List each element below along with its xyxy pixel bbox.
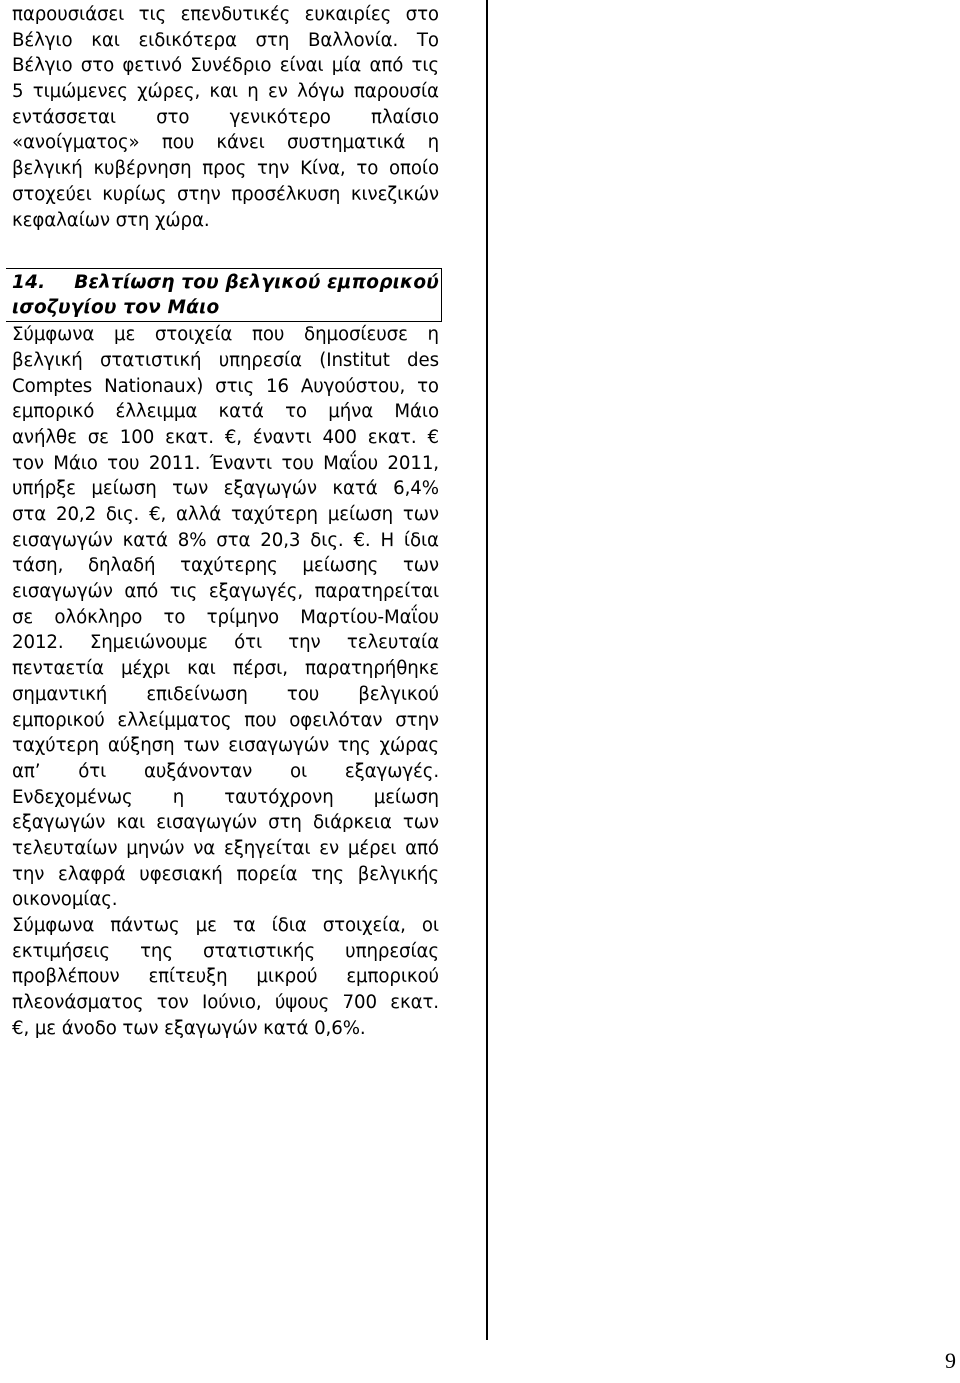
body-line: εμπορικού ελλείμματος που οφειλόταν στην — [12, 709, 439, 731]
section-heading-line-2: ισοζυγίου τον Μάιο — [12, 297, 220, 319]
body-line: Σύμφωνα πάντως με τα ίδια στοιχεία, οι — [12, 915, 439, 936]
intro-line: 5 τιμώμενες χώρες, και η εν λόγω παρουσία — [12, 81, 439, 103]
intro-line: Βέλγιο στο φετινό Συνέδριο είναι μία από τις — [12, 55, 439, 77]
intro-line: κεφαλαίων στη χώρα. — [12, 209, 210, 231]
body-line: €, με άνοδο των εξαγωγών κατά 0,6%. — [12, 1017, 366, 1039]
intro-line: Βέλγιο και ειδικότερα στη Βαλλονία. Το — [12, 29, 439, 51]
body-line: οικονομίας. — [12, 889, 118, 911]
body-line: Σύμφωνα με στοιχεία που δημοσίευσε η — [12, 324, 439, 346]
intro-line: εντάσσεται στο γενικότερο πλαίσιο — [12, 106, 439, 128]
body-line: εμπορικό έλλειμμα κατά το μήνα Μάιο — [12, 401, 439, 423]
page-number: 9 — [945, 1348, 956, 1373]
body-line: απ’ ότι αυξάνονταν οι εξαγωγές. — [12, 760, 439, 782]
paragraph-gap — [12, 233, 439, 268]
body-line: τελευταίων μηνών να εξηγείται εν μέρει από — [12, 837, 439, 859]
body-line: προβλέπουν επίτευξη μικρού εμπορικού — [12, 966, 439, 988]
intro-line: στοχεύει κυρίως στην προσέλκυση κινεζικών — [12, 183, 439, 205]
section-heading-line-1 — [12, 270, 441, 295]
body-line: εξαγωγών και εισαγωγών στη διάρκεια των — [12, 812, 439, 834]
intro-paragraph — [12, 2, 439, 233]
section-heading-box — [6, 268, 442, 322]
body-line: υπήρξε μείωση των εξαγωγών κατά 6,4% — [12, 478, 439, 500]
body-line: σε ολόκληρο το τρίμηνο Μαρτίου-Μαΐου — [12, 606, 439, 628]
body-line: Comptes Nationaux) στις 16 Αυγούστου, το — [12, 375, 439, 397]
body-line: βελγική στατιστική υπηρεσία (Institut des — [12, 349, 439, 371]
body-line: τον Μάιο του 2011. Έναντι του Μαΐου 2011, — [12, 452, 439, 474]
body-line: πενταετία μέχρι και πέρσι, παρατηρήθηκε — [12, 658, 439, 680]
body-line: ταχύτερη αύξηση των εισαγωγών της χώρας — [12, 735, 439, 757]
section-number: 14. — [12, 272, 46, 294]
body-line: εκτιμήσεις της στατιστικής υπηρεσίας — [12, 940, 439, 962]
body-line: σημαντική επιδείνωση του βελγικού — [12, 683, 439, 705]
intro-line: παρουσιάσει τις επενδυτικές ευκαιρίες στο — [12, 4, 439, 25]
body-line: Ενδεχομένως η ταυτόχρονη μείωση — [12, 786, 439, 808]
body-line: στα 20,2 δις. €, αλλά ταχύτερη μείωση των — [12, 504, 439, 525]
body-line: εισαγωγών από τις εξαγωγές, παρατηρείται — [12, 581, 439, 603]
section-body — [12, 322, 439, 1041]
body-line: ανήλθε σε 100 εκατ. €, έναντι 400 εκατ. € — [12, 426, 439, 448]
intro-line: «ανοίγματος» που κάνει συστηματικά η — [12, 132, 439, 154]
column-divider — [486, 0, 488, 1340]
intro-line: βελγική κυβέρνηση προς την Κίνα, το οποίο — [12, 158, 439, 180]
body-line: πλεονάσματος τον Ιούνιο, ύψους 700 εκατ. — [12, 992, 439, 1014]
body-line: τάση, δηλαδή ταχύτερης μείωσης των — [12, 555, 439, 577]
body-line: την ελαφρά υφεσιακή πορεία της βελγικής — [12, 863, 439, 885]
section-title-part-1: Βελτίωση του βελγικού εμπορικού — [74, 272, 439, 294]
text-column — [12, 2, 439, 1041]
body-line: εισαγωγών κατά 8% στα 20,3 δις. €. Η ίδια — [12, 529, 439, 551]
body-line: 2012. Σημειώνουμε ότι την τελευταία — [12, 632, 439, 654]
